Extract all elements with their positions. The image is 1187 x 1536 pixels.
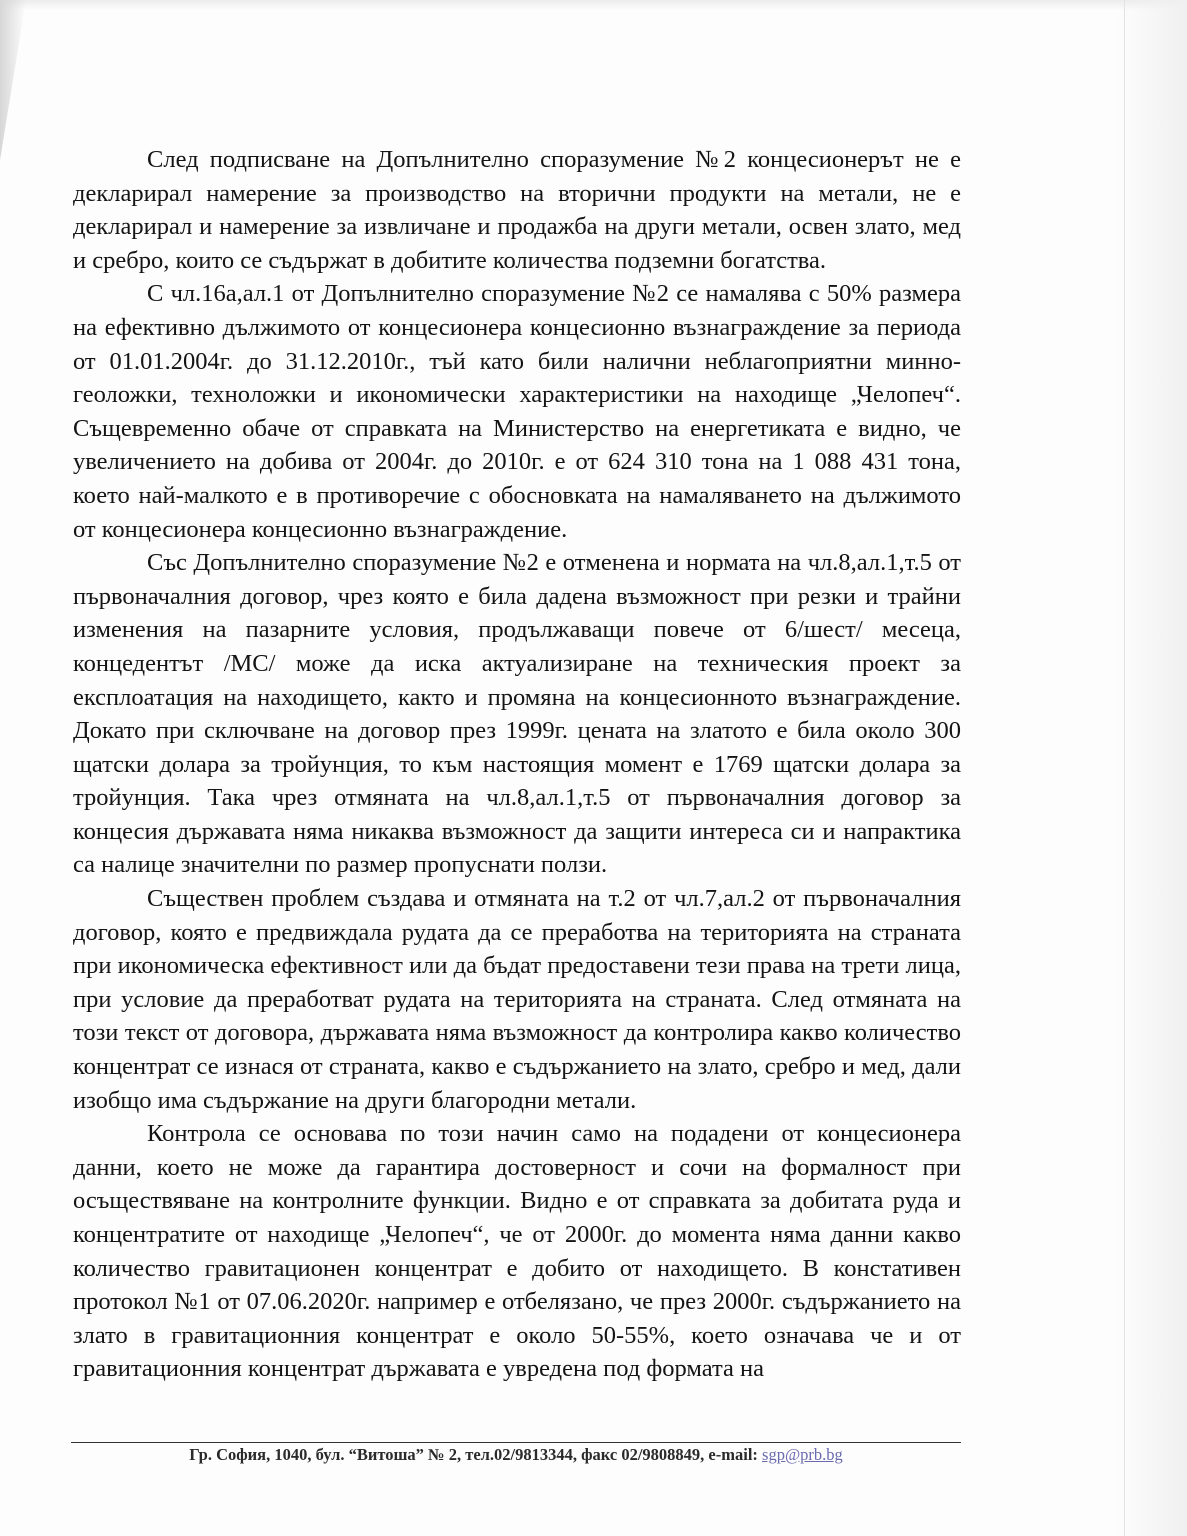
- document-body: [73, 143, 961, 1386]
- scan-edge-top: [0, 0, 1187, 10]
- footer-email-link[interactable]: sgp@prb.bg: [762, 1445, 843, 1464]
- paragraph-3: Със Допълнително споразумение №2 е отменена и нормата на чл.8,ал.1,т.5 от първоначалния договор, чрез която е била дадена възможност при резки и трайни изменения на пазарните условия, продължаващи повече от 6/шест/ месеца, концедентът /МС/ може да иска актуализиране на техническия проект за експлоатация на находището, както и промяна на концесионното възнаграждение. Докато при сключване на договор през 1999г. цената на златото е била около 300 щатски долара за тройунция, то към настоящия момент е 1769 щатски долара за тройунция. Така чрез отмяната на чл.8,ал.1,т.5 от първоначалния договор за концесия държавата няма никаква възможност да защити интереса си и напрактика са налице значителни по размер пропуснати ползи.: [73, 549, 961, 879]
- paragraph-5: Контрола се основава по този начин само на подадени от концесионера данни, което не може да гарантира достоверност и сочи на формалност при осъществяване на контролните функции. Видно е от справката за добитата руда и концентратите от находище „Челопеч“, че от 2000г. до момента няма данни какво количество гравитационен концентрат е добито от находището. В констативен протокол №1 от 07.06.2020г. например е отбелязано, че през 2000г. съдържанието на злато в гравитационния концентрат е около 50-55%, което означава че и от гравитационния концентрат държавата е увредена под формата на: [73, 1120, 961, 1383]
- footer-divider: [71, 1442, 961, 1443]
- page-fold-line: [1124, 0, 1125, 1536]
- paragraph-4: Съществен проблем създава и отмяната на т.2 от чл.7,ал.2 от първоначалния договор, която е предвиждала рудата да се преработва на територията на страната при икономическа ефективност или да бъдат предоставени тези права на трети лица, при условие да преработват рудата на територията на страната. След отмяната на този текст от договора, държавата няма възможност да контролира какво количество концентрат се изнася от страната, какво е съдържанието на злато, сребро и мед, дали изобщо има съдържание на други благородни метали.: [73, 885, 961, 1114]
- footer-contact-line: [71, 1445, 961, 1465]
- paragraph-2: С чл.16а,ал.1 от Допълнително споразумение №2 се намалява с 50% размера на ефективно дължимото от концесионера концесионно възнаграждение за периода от 01.01.2004г. до 31.12.2010г., тъй като били налични неблагоприятни минно-геоложки, технoложки и икономически характеристики на находище „Челопеч“. Същевременно обаче от справката на Министерство на енергетиката е видно, че увеличението на добива от 2004г. до 2010г. е от 624 310 тона на 1 088 431 тона, което най-малкото е в противоречие с обосновката на намаляването на дължимото от концесионера концесионно възнаграждение.: [73, 280, 961, 543]
- footer-address: Гр. София, 1040, бул. “Витоша” № 2, тел.02/9813344, факс 02/9808849, e-mail:: [189, 1445, 763, 1464]
- scan-edge-left: [0, 0, 26, 160]
- scan-edge-right: [1117, 0, 1187, 1536]
- paragraph-1: След подписване на Допълнително споразумение №2 концесионерът не е декларирал намерение за производство на вторични продукти на метали, не е декларирал и намерение за извличане и продажба на други метали, освен злато, мед и сребро, които се съдържат в добитите количества подземни богатства.: [73, 146, 961, 274]
